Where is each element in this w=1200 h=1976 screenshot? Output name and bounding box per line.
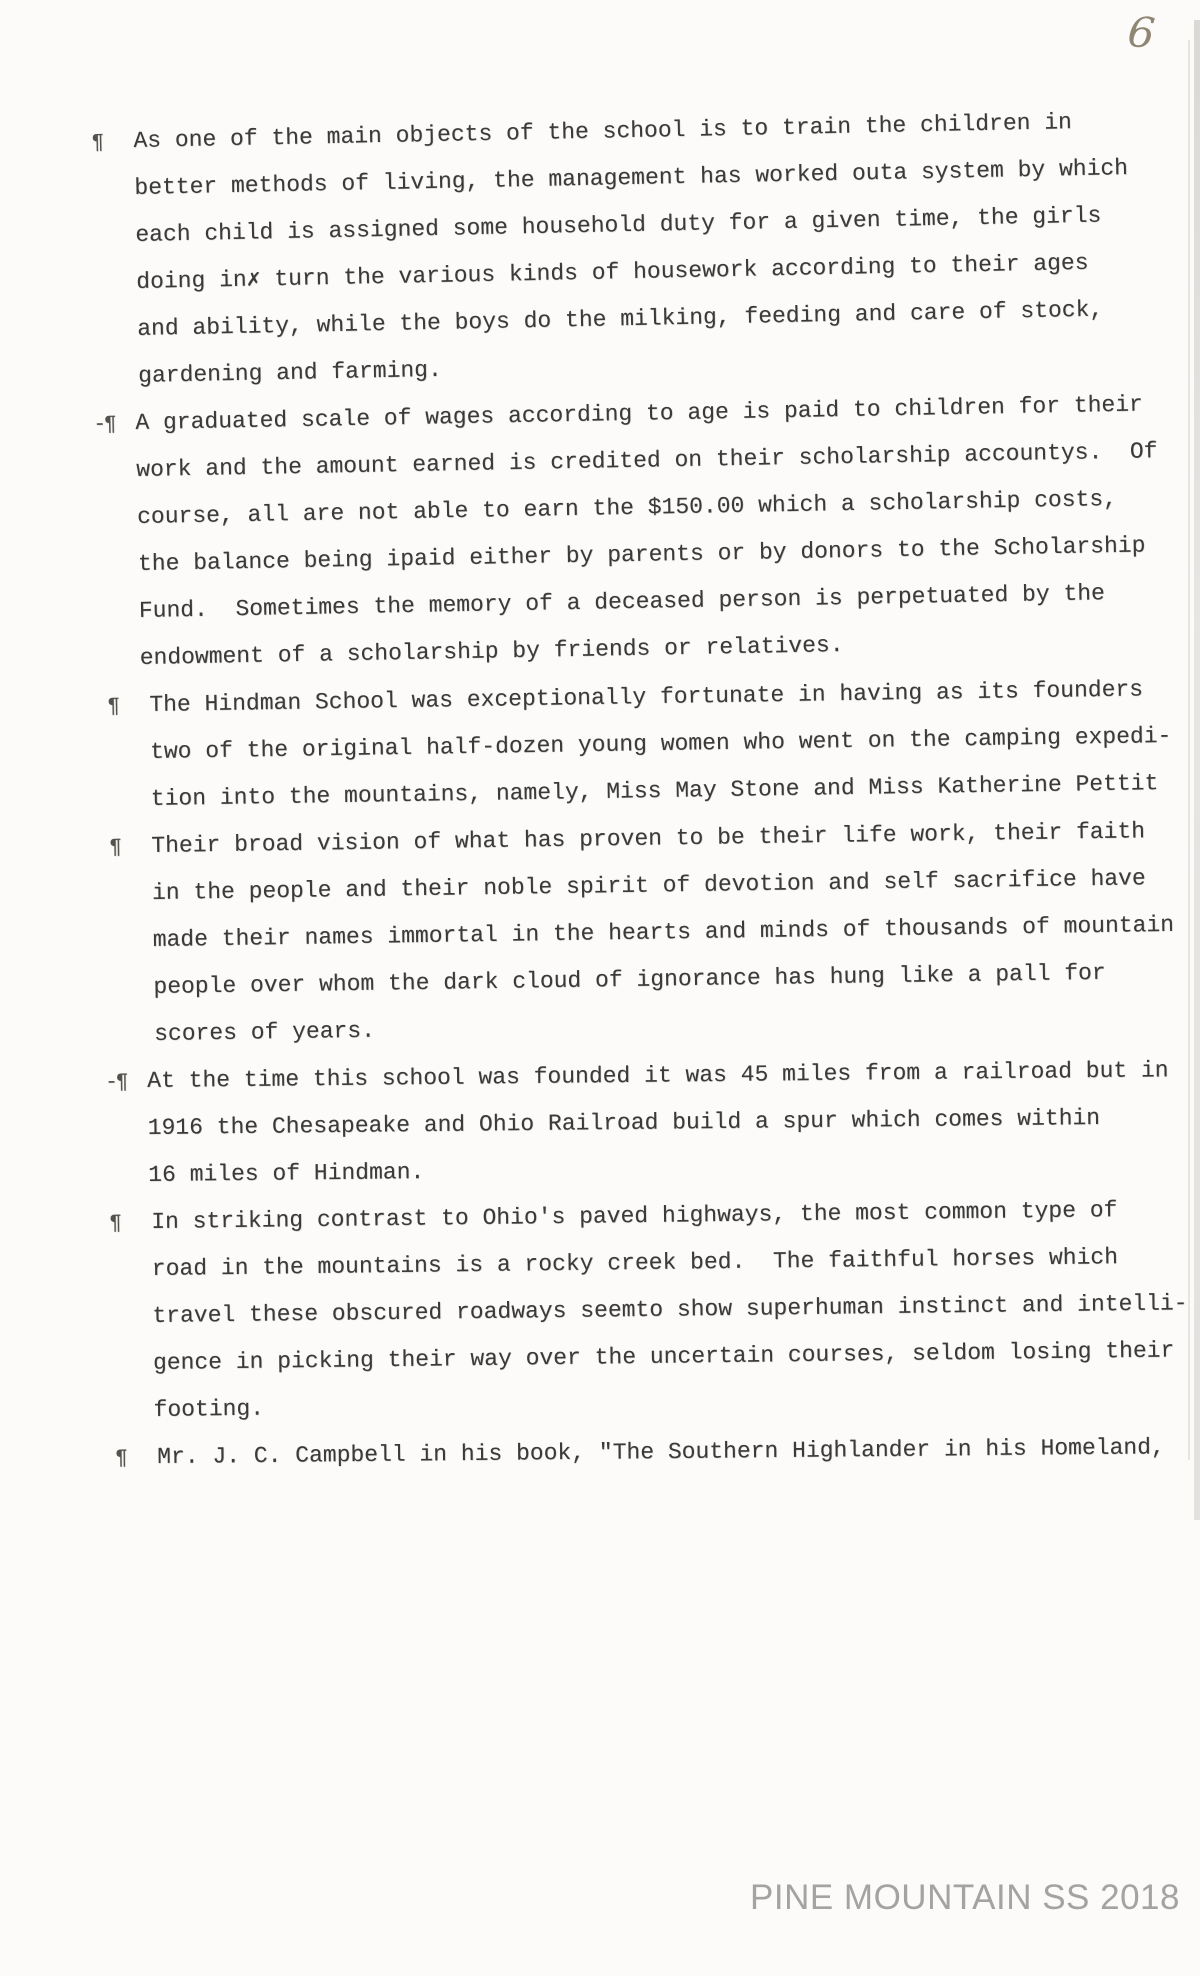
handwritten-page-number: 6 xyxy=(1125,6,1158,59)
text-line: 1916 the Chesapeake and Ohio Railroad build a spur which comes within xyxy=(147,1105,1101,1141)
text-line: and ability, while the boys do the milking, feeding and care of stock, xyxy=(136,296,1104,342)
paragraph-mark-icon: ¶ xyxy=(91,131,103,155)
text-line: gardening and farming. xyxy=(137,356,443,389)
text-line: made their names immortal in the hearts and minds of thousands of mountain xyxy=(152,911,1175,953)
paragraph-mark-icon: ¶ xyxy=(109,836,121,860)
typed-text xyxy=(91,109,1200,1481)
paragraph xyxy=(115,1424,1200,1481)
paragraph-mark-icon: ¶ xyxy=(107,695,119,719)
text-line: ¶ Mr. J. C. Campbell in his book, "The Southern Highlander in his Homeland, xyxy=(157,1424,1200,1481)
watermark: PINE MOUNTAIN SS 2018 xyxy=(750,1878,1180,1917)
text-line: course, all are not able to earn the $150.00 which a scholarship costs, xyxy=(136,486,1118,530)
paragraph-mark-icon: -¶ xyxy=(93,413,115,437)
text-line: Fund. Sometimes the memory of a deceased person is perpetuated by the xyxy=(138,580,1106,624)
text-line: 16 miles of Hindman. xyxy=(148,1159,425,1188)
paragraph xyxy=(105,1047,1200,1199)
text-line: travel these obscured roadways seemto show superhuman instinct and intelli- xyxy=(152,1290,1188,1329)
text-line: ¶ As one of the main objects of the school is to train the children in xyxy=(133,97,1200,165)
text-line: ¶ The Hindman School was exceptionally fortunate in having as its founders xyxy=(149,665,1200,729)
paragraph-mark-icon: -¶ xyxy=(105,1071,127,1095)
text-line: road in the mountains is a rocky creek bed. The faithful horses which xyxy=(151,1244,1119,1282)
paragraph xyxy=(107,665,1200,823)
text-line: footing. xyxy=(153,1395,265,1423)
paragraph xyxy=(91,97,1200,400)
text-line: scores of years. xyxy=(153,1017,376,1047)
paragraph-mark-icon: ¶ xyxy=(115,1447,126,1471)
text-line: endowment of a scholarship by friends or relatives. xyxy=(139,632,844,671)
paragraph xyxy=(109,1186,1200,1434)
paragraph xyxy=(93,380,1200,682)
text-line: -¶ A graduated scale of wages according to age is paid to children for their xyxy=(135,380,1200,447)
text-line: people over whom the dark cloud of ignorance has hung like a pall for xyxy=(153,959,1106,1000)
text-line: work and the amount earned is credited on their scholarship accountys. Of xyxy=(136,438,1158,483)
paragraph xyxy=(109,807,1200,1058)
paragraph-mark-icon: ¶ xyxy=(109,1212,121,1236)
text-line: gence in picking their way over the uncertain courses, seldom losing their xyxy=(152,1337,1175,1376)
text-line: -¶ At the time this school was founded it was 45 miles from a railroad but in xyxy=(147,1047,1200,1105)
text-line: each child is assigned some household duty for a given time, the girls xyxy=(135,202,1102,248)
text-line: two of the original half-dozen young women who went on the camping expedi- xyxy=(149,722,1172,765)
text-line: better methods of living, the management has worked outa system by which xyxy=(134,155,1129,201)
text-line: ¶ Their broad vision of what has proven to be their life work, their faith xyxy=(151,807,1200,870)
text-line: tion into the mountains, namely, Miss May Stone and Miss Katherine Pettit xyxy=(150,770,1159,812)
text-line: in the people and their noble spirit of devotion and self sacrifice have xyxy=(151,865,1146,906)
text-line: ¶ In striking contrast to Ohio's paved highways, the most common type of xyxy=(151,1186,1200,1246)
text-line: the balance being ipaid either by parents or by donors to the Scholarship xyxy=(137,532,1146,577)
text-line: doing in✗ turn the various kinds of housework according to their ages xyxy=(136,249,1089,295)
